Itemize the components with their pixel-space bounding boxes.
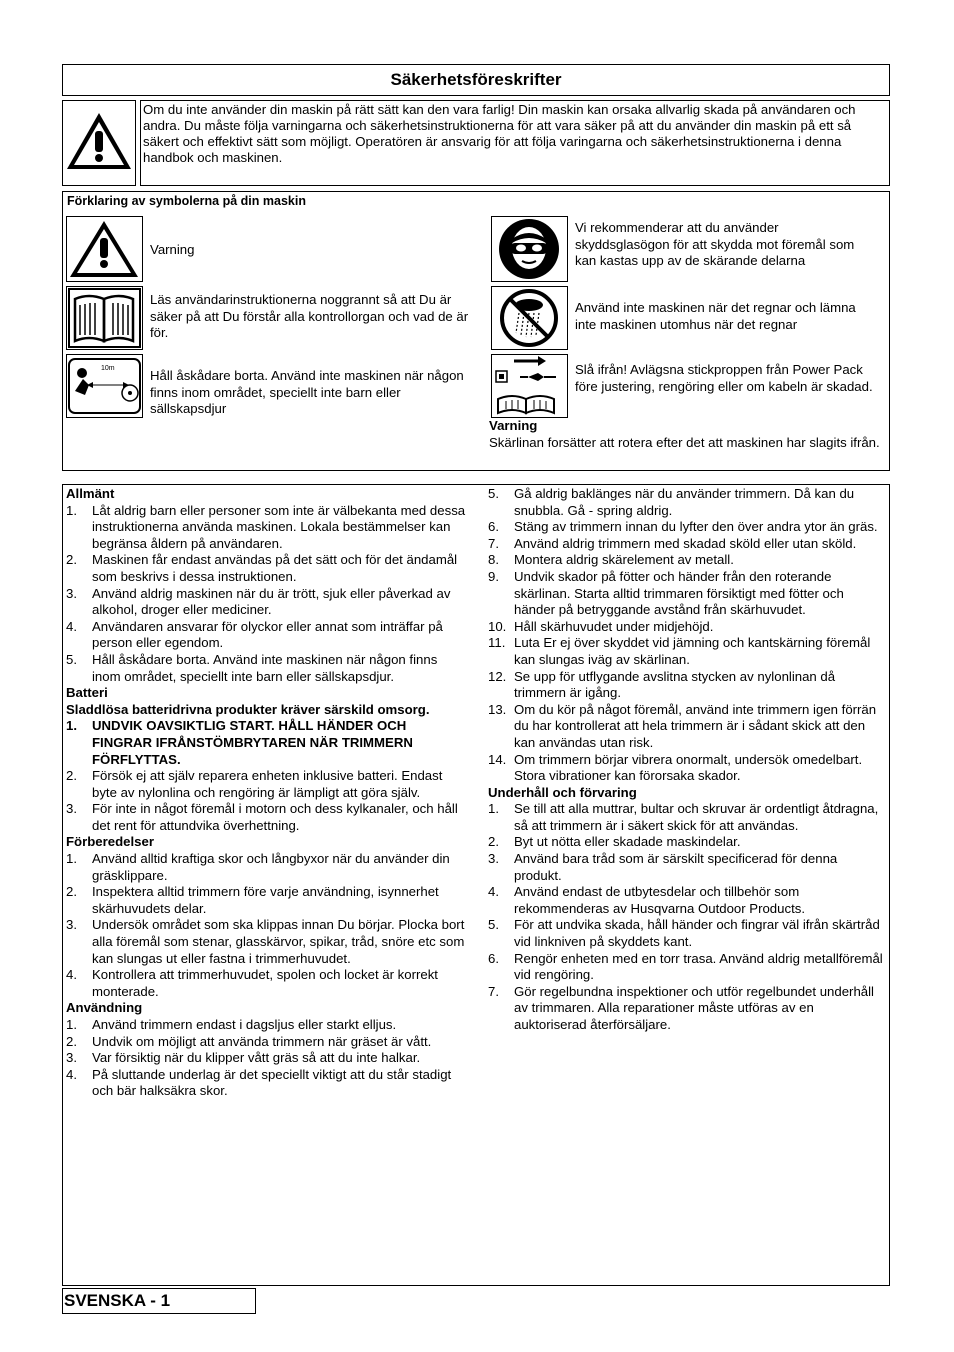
list-item-number: 2. [66,768,77,784]
list-item [66,967,466,1000]
list-item [66,1050,466,1067]
unplug-manual-icon [491,354,568,418]
list-item [66,917,466,967]
list-item [488,552,886,569]
rules-column-left [66,486,466,1100]
list-item [66,619,466,652]
symbols-heading: Förklaring av symbolerna på din maskin [67,194,306,208]
warning-triangle-icon [62,100,136,186]
list-item-number: 1. [488,801,499,817]
list-item-text: Om du kör på något föremål, använd inte trimmern igen förrän du har kontrollerat att hela trimmern är i sådant skick att den kan användas utan risk. [514,701,877,750]
list-item [66,718,466,768]
list-item-text: Använd aldrig trimmern med skadad sköld eller utan sköld. [514,535,857,551]
list-item [488,984,886,1034]
list-item-text: Byt ut nötta eller skadade maskindelar. [514,834,741,850]
list-item-number: 2. [66,552,77,568]
list-item-text: Var försiktig när du klipper vått gräs så att du inte halkar. [92,1050,421,1066]
list-item-number: 4. [66,967,77,983]
list-item [488,669,886,702]
list-item-text: För inte in något föremål i motorn och dess kylkanaler, och håll det rent för attundvika överhettning. [92,801,458,833]
list-item-number: 1. [66,851,77,867]
list-item [66,1067,466,1100]
list-item [488,851,886,884]
list-item-number: 5. [488,917,499,933]
list-item [66,586,466,619]
list-item-text: På sluttande underlag är det speciellt viktigt att du står stadigt och bär halksäkra skor. [92,1066,452,1099]
list-item-text: Undvik om möjligt att använda trimmern när gräset är vått. [92,1033,432,1049]
list-item-number: 3. [66,801,77,817]
list-item-text: Undersök området som ska klippas innan Du börjar. Plocka bort alla föremål som stenar, glasskärvor, spikar, tråd, snöre etc som kan slungas ut eller fastna i trimmerhuvudet. [92,917,465,966]
list-item-number: 4. [488,884,499,900]
list-item-text: Använd alltid kraftiga skor och långbyxor när du använder din gräsklippare. [92,851,450,883]
list-item-text: Maskinen får endast användas på det sätt och för det ändamål som beskrivs i dessa instruktionen. [92,552,458,584]
list-item [488,486,886,519]
section-heading: Användning [66,1000,143,1016]
list-item-number: 7. [488,983,499,999]
list-item-text: Använd trimmern endast i dagsljus eller starkt elljus. [92,1017,397,1032]
list-item-number: 1. [66,1017,77,1032]
list-item-number: 5. [488,486,499,501]
list-item-number: 3. [488,851,499,867]
section-heading: Allmänt [66,486,115,501]
section-heading: Underhåll och förvaring [488,784,637,800]
symbol-note-heading: Varning [489,418,538,433]
list-item [66,851,466,884]
list-item-text: Luta Er ej över skyddet vid jämning och kantskärning föremål kan slungas iväg av skärlinan. [514,635,871,667]
list-item-text: Se upp för utflygande avslitna stycken av nylonlinan då trimmern är igång. [514,668,836,701]
symbol-warning-text: Varning [150,242,195,257]
rules-column-right [488,486,886,1034]
list-item-number: 6. [488,950,499,966]
page-footer: SVENSKA - 1 [62,1288,256,1314]
list-item-number: 3. [66,1050,77,1066]
list-item-number: 2. [66,1033,77,1049]
list-item-text: Försök ej att själv reparera enheten inklusive batteri. Endast byte av nylonlina och rengöring är lämpligt att göra själv. [92,768,443,800]
list-item-number: 11. [488,635,506,651]
intro-warning-text: Om du inte använder din maskin på rätt sätt kan den vara farlig! Din maskin kan orsaka allvarlig skada på användaren och andra. Du måste följa varningarna och säkerhetsinstruktionerna för att vara säker på att du använder din maskin på ett så säkert och effektivt sätt som möjligt. Operatören är ansvarig för att följa varingarna och säkerhetsinstruktionerna i denna handbok och maskinen. [140,100,890,186]
symbol-rain-text: Använd inte maskinen när det regnar och lämna inte maskinen utomhus när det regnar [575,300,856,332]
list-item-text: Gå aldrig baklänges när du använder trimmern. Då kan du snubbla. Gå - spring aldrig. [514,486,855,518]
list-item-text: Användaren ansvarar för olyckor eller annat som inträffar på person eller egendom. [92,618,443,651]
list-item-number: 1. [66,502,77,518]
list-item-text: UNDVIK OAVSIKTLIG START. HÅLL HÄNDER OCH FINGRAR IFRÅNSTÖMBRYTAREN NÄR TRIMMERN FÖRFLYTTAS. [92,718,413,767]
list-item-number: 12. [488,668,507,684]
list-item [488,834,886,851]
list-item [488,801,886,834]
list-item-number: 4. [66,1066,77,1082]
list-item-number: 1. [66,718,77,734]
section-heading: Batteri [66,685,108,701]
safety-rules [62,484,890,1286]
list-item-text: Låt aldrig barn eller personer som inte är välbekanta med dessa instruktionerna använda maskinen. Lokala bestämmelser kan begränsa åldern på användaren. [92,502,466,551]
list-item-text: Rengör enheten med en torr trasa. Använd aldrig metallföremål vid rengöring. [514,950,883,983]
symbol-bystander-text: Håll åskådare borta. Använd inte maskinen när någon finns inom området, speciellt inte barn eller sällskapsdjur [150,368,464,416]
list-item-text: Inspektera alltid trimmern före varje användning, isynnerhet skärhuvudets delar. [92,884,439,916]
list-item-number: 13. [488,701,507,717]
section-subheading: Sladdlösa batteridrivna produkter kräver särskild omsorg. [66,701,430,717]
list-item [488,884,886,917]
page-title: Säkerhetsföreskrifter [62,64,890,96]
list-item-number: 10. [488,618,507,634]
symbols-legend [62,191,890,471]
list-item [488,752,886,785]
list-item [66,1034,466,1051]
symbol-manual-text: Läs användarinstruktionerna noggrannt så att Du är säker på att Du förstår alla kontrollorgan och vad de är för. [150,292,469,340]
list-item-number: 6. [488,519,499,535]
symbol-note-text: Skärlinan forsätter att rotera efter det att maskinen har slagits ifrån. [489,435,880,450]
list-item [488,536,886,553]
warning-triangle-icon [66,216,143,282]
list-item [488,702,886,752]
list-item [488,519,886,536]
list-item-text: Montera aldrig skärelement av metall. [514,552,734,568]
list-item-number: 9. [488,568,499,584]
list-item-text: Använd bara tråd som är särskilt specificerad för denna produkt. [514,851,838,883]
list-item-text: Om trimmern börjar vibrera onormalt, undersök omedelbart. Stora vibrationer kan förorsaka skador. [514,751,863,784]
list-item-number: 3. [66,917,77,933]
list-item-number: 3. [66,585,77,601]
list-item-text: Kontrollera att trimmerhuvudet, spolen och locket är korrekt monterade. [92,967,438,999]
list-item [488,569,886,619]
bystander-distance-icon [66,354,143,418]
safety-goggles-icon [491,216,568,282]
list-item-number: 2. [66,884,77,900]
no-rain-icon [491,286,568,350]
list-item-text: För att undvika skada, håll händer och fingrar väl ifrån skärtråd vid linkniven på skyddets kant. [514,917,880,950]
list-item [66,801,466,834]
list-item-text: Gör regelbundna inspektioner och utför regelbundet underhåll av trimmaren. Alla reparationer måste utföras av en auktoriserad återförsäljare. [514,983,874,1032]
list-item-number: 4. [66,618,77,634]
list-item-number: 8. [488,552,499,568]
list-item-number: 2. [488,834,499,850]
list-item [66,503,466,553]
list-item [66,884,466,917]
manual-book-icon [66,286,143,350]
list-item-number: 14. [488,751,507,767]
distance-label: 10m [101,365,115,372]
list-item-text: Håll åskådare borta. Använd inte maskinen när någon finns inom området, speciellt inte barn eller sällskapsdjur. [92,651,438,684]
list-item-number: 5. [66,651,77,667]
list-item-text: Stäng av trimmern innan du lyfter den över andra ytor än gräs. [514,519,878,535]
list-item-text: Se till att alla muttrar, bultar och skruvar är ordentligt åtdragna, så att trimmern är i säkert skick för att användas. [514,801,879,833]
list-item [488,635,886,668]
list-item [488,951,886,984]
list-item-text: Använd aldrig maskinen när du är trött, sjuk eller påverkad av alkohol, droger eller mediciner. [92,585,451,618]
list-item-number: 7. [488,535,499,551]
list-item [66,1017,466,1034]
symbol-unplug-text: Slå ifrån! Avlägsna stickproppen från Power Pack före justering, rengöring eller om kabeln är skadad. [575,362,873,394]
list-item [488,917,886,950]
list-item [66,552,466,585]
list-item [66,652,466,685]
list-item [488,619,886,636]
list-item [66,768,466,801]
list-item-text: Håll skärhuvudet under midjehöjd. [514,618,714,634]
section-heading: Förberedelser [66,834,154,850]
list-item-text: Undvik skador på fötter och händer från den roterande skärlinan. Starta alltid trimmaren försiktigt med fötter och händer på betryggande avstånd från skärhuvudet. [514,568,844,618]
symbol-goggles-text: Vi rekommenderar att du använder skyddsglasögon för att skydda mot föremål som kan kastas upp av de skärande delarna [575,220,855,268]
list-item-text: Använd endast de utbytesdelar och tillbehör som rekommenderas av Husqvarna Outdoor Products. [514,884,805,916]
